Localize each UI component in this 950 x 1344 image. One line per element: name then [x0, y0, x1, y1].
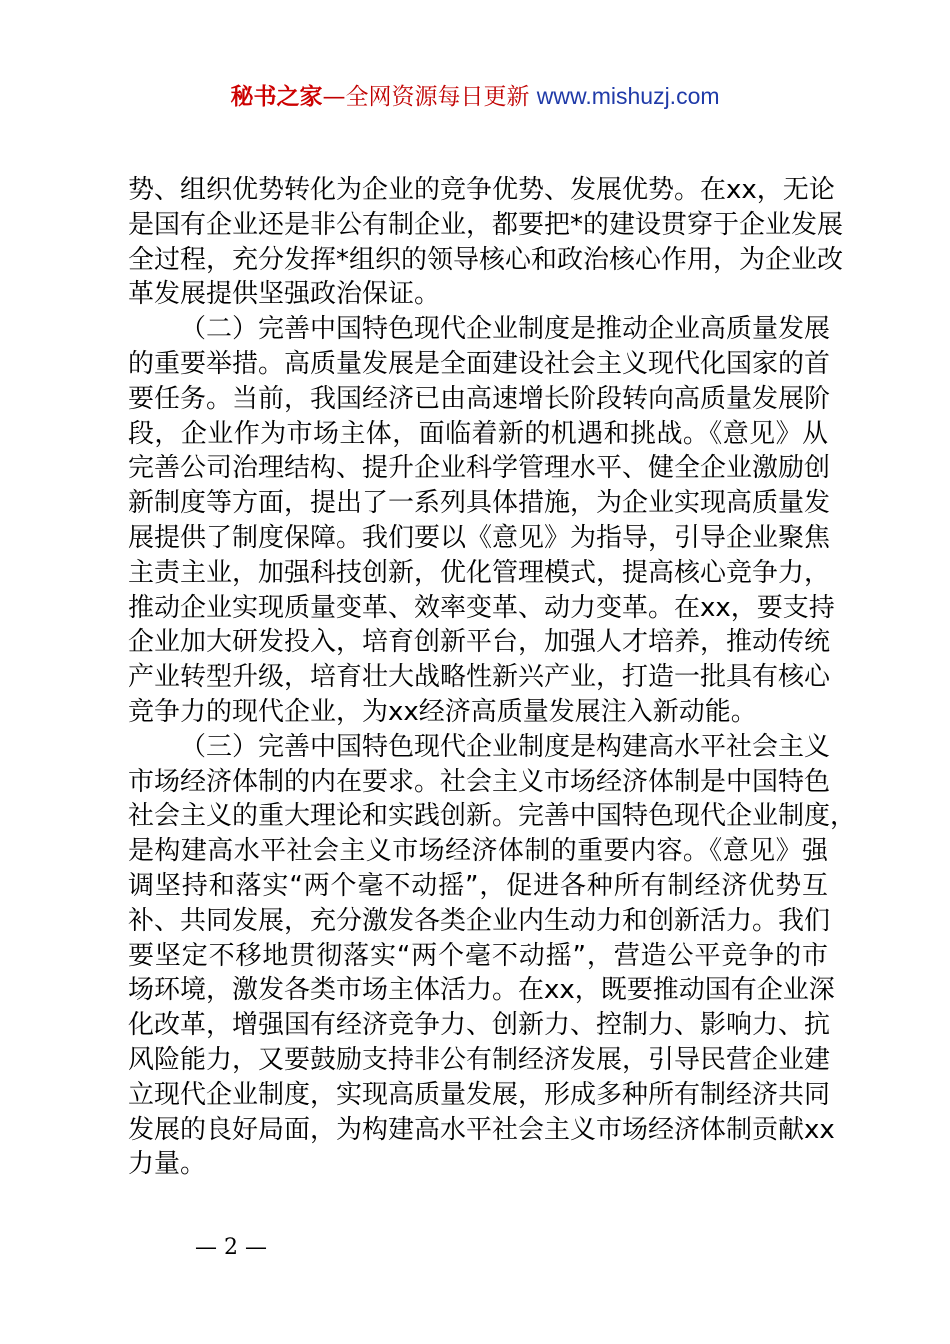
text-line: 全过程，充分发挥*组织的领导核心和政治核心作用，为企业改 [128, 244, 844, 275]
text-line: 段，企业作为市场主体，面临着新的机遇和挑战。《意见》从 [128, 418, 828, 449]
text-line: 革发展提供坚强政治保证。 [128, 279, 441, 310]
text-line: 新制度等方面，提出了一系列具体措施，为企业实现高质量发 [128, 488, 831, 519]
site-tagline: —全网资源每日更新 [322, 84, 530, 110]
text-line: 的重要举措。高质量发展是全面建设社会主义现代化国家的首 [128, 348, 831, 379]
text-line: （二）完善中国特色现代企业制度是推动企业高质量发展 [180, 314, 831, 345]
text-line: 市场经济体制的内在要求。社会主义市场经济体制是中国特色 [128, 766, 831, 797]
text-line: 立现代企业制度，实现高质量发展，形成多种所有制经济共同 [128, 1079, 831, 1110]
text-line: 风险能力，又要鼓励支持非公有制经济发展，引导民营企业建 [128, 1044, 831, 1075]
text-line: 要任务。当前，我国经济已由高速增长阶段转向高质量发展阶 [128, 383, 831, 414]
site-header [0, 80, 950, 113]
text-line: 展提供了制度保障。我们要以《意见》为指导，引导企业聚焦 [128, 522, 831, 553]
text-line: 完善公司治理结构、提升企业科学管理水平、健全企业激励创 [128, 453, 831, 484]
text-line: 发展的良好局面，为构建高水平社会主义市场经济体制贡献xx [128, 1114, 835, 1145]
page-number: — 2 — [195, 1235, 267, 1260]
text-line: 企业加大研发投入，培育创新平台，加强人才培养，推动传统 [128, 627, 831, 658]
text-line: 要坚定不移地贯彻落实“两个毫不动摇”，营造公平竞争的市 [128, 940, 828, 971]
text-line: 化改革，增强国有经济竞争力、创新力、控制力、影响力、抗 [128, 1010, 831, 1041]
text-line: 补、共同发展，充分激发各类企业内生动力和创新活力。我们 [128, 905, 831, 936]
site-url-link[interactable]: www.mishuzj.com [536, 83, 720, 109]
text-line: 调坚持和落实“两个毫不动摇”，促进各种所有制经济优势互 [128, 870, 828, 901]
text-line: 势、组织优势转化为企业的竞争优势、发展优势。在xx，无论 [128, 175, 835, 205]
site-brand: 秘书之家 [230, 84, 323, 110]
text-line: 场环境，激发各类市场主体活力。在xx，既要推动国有企业深 [128, 975, 835, 1006]
text-line: 力量。 [128, 1149, 207, 1180]
text-line: 主责主业，加强科技创新，优化管理模式，提高核心竞争力， [128, 557, 831, 588]
text-line: 推动企业实现质量变革、效率变革、动力变革。在xx，要支持 [128, 592, 835, 623]
text-line: 社会主义的重大理论和实践创新。完善中国特色现代企业制度， [128, 801, 857, 832]
text-line: （三）完善中国特色现代企业制度是构建高水平社会主义 [180, 731, 831, 762]
text-line: 是构建高水平社会主义市场经济体制的重要内容。《意见》强 [128, 836, 828, 867]
text-line: 是国有企业还是非公有制企业，都要把*的建设贯穿于企业发展 [128, 209, 844, 240]
text-line: 竞争力的现代企业，为xx经济高质量发展注入新动能。 [128, 696, 757, 727]
document-body [128, 173, 857, 1182]
text-line: 产业转型升级，培育壮大战略性新兴产业，打造一批具有核心 [128, 662, 831, 693]
